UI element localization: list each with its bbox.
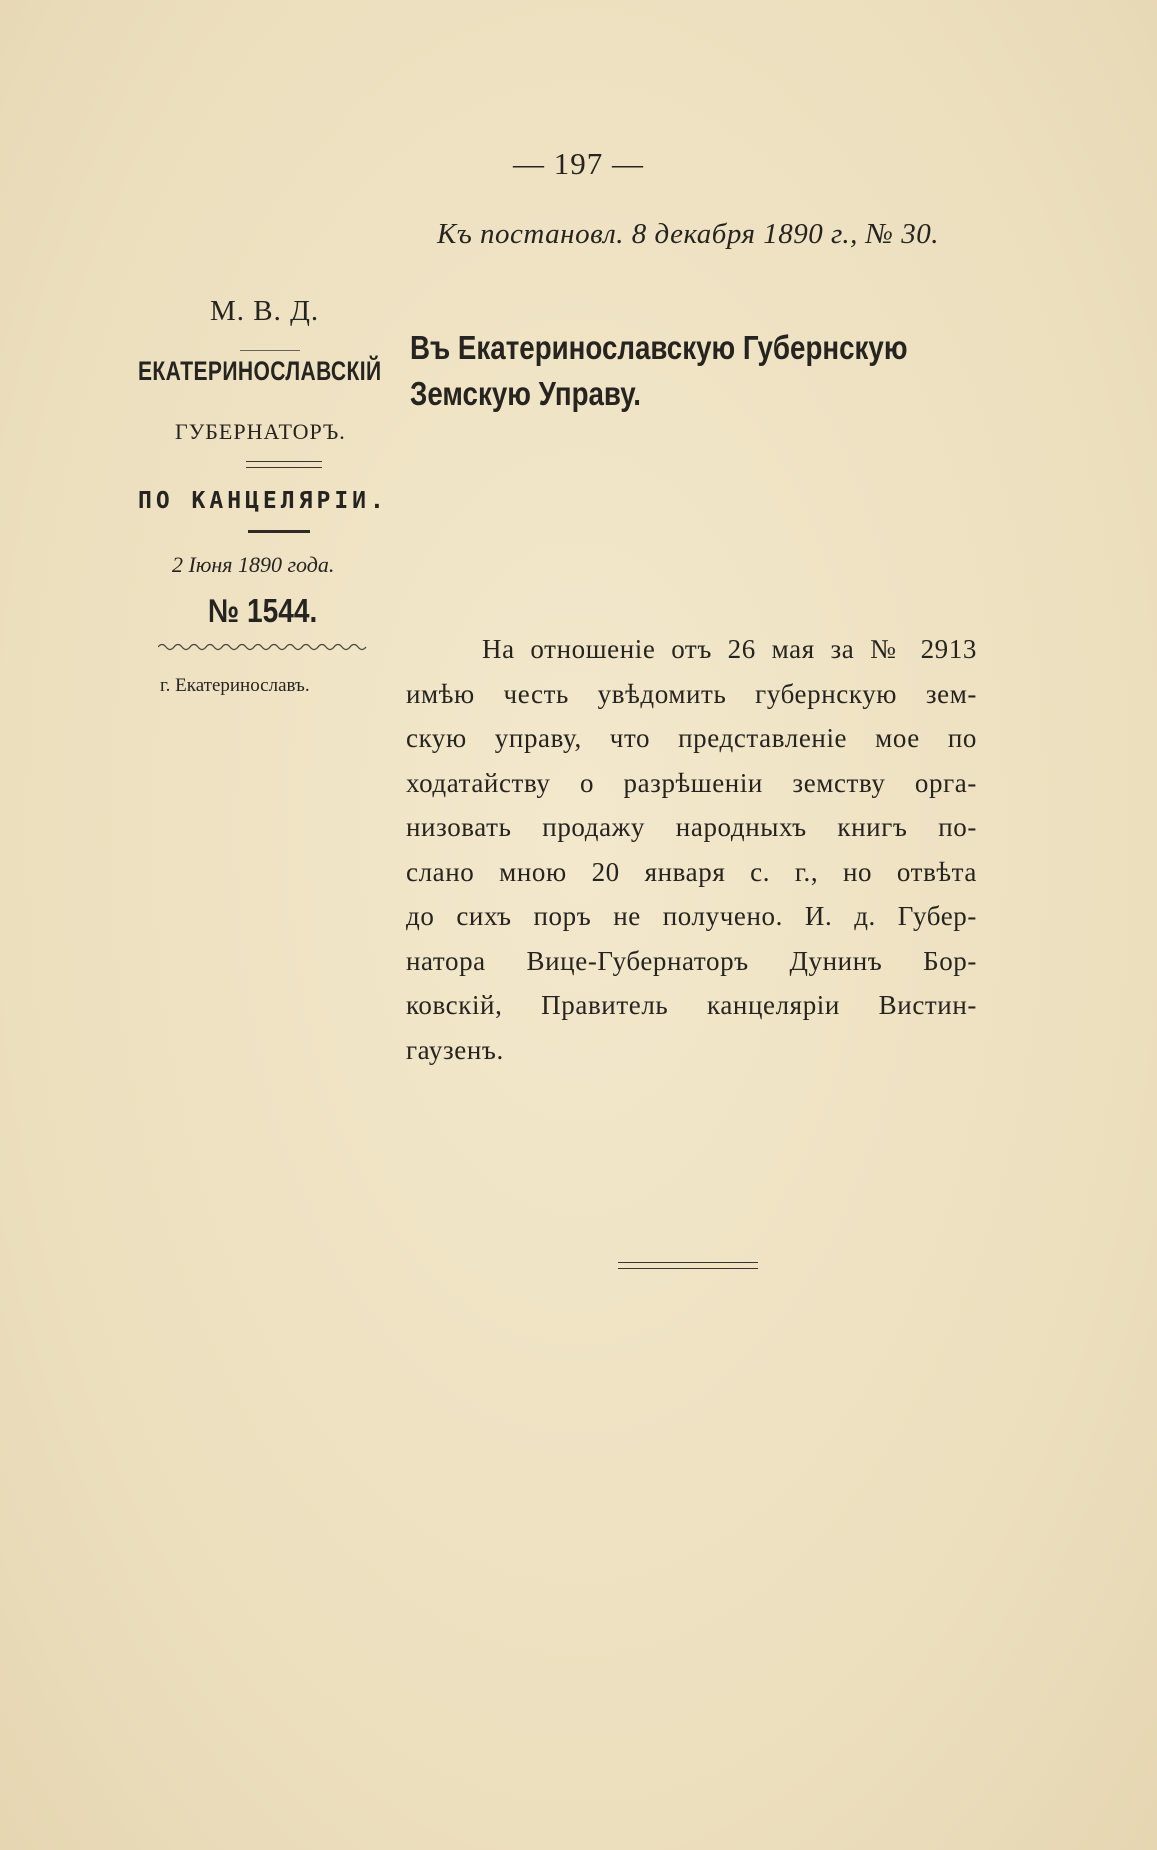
body-line: натора Вице-Губернаторъ Дунинъ Бор- bbox=[406, 945, 977, 976]
body-line: ходатайству о разрѣшеніи земству орга- bbox=[406, 767, 977, 798]
document-number: № 1544. bbox=[208, 592, 318, 629]
letter-body bbox=[406, 627, 977, 1072]
body-line: ковскій, Правитель канцеляріи Вистин- bbox=[406, 990, 977, 1020]
document-date: 2 Іюня 1890 года. bbox=[172, 552, 335, 577]
divider bbox=[240, 350, 300, 351]
resolution-reference: Къ постановл. 8 декабря 1890 г., № 30. bbox=[436, 218, 939, 250]
governor-subtitle: ГУБЕРНАТОРЪ. bbox=[175, 419, 346, 444]
body-line: имѣю честь увѣдомить губернскую зем- bbox=[406, 678, 977, 709]
body-line: низовать продажу народныхъ книгъ по- bbox=[406, 812, 977, 842]
page-number: — 197 — bbox=[513, 146, 644, 181]
body-line: до сихъ поръ не получено. И. д. Губер- bbox=[406, 901, 977, 931]
address-line-1: Въ Екатеринославскую Губернскую bbox=[410, 329, 908, 366]
office-label: ПО КАНЦЕЛЯРІИ. bbox=[138, 488, 388, 514]
divider bbox=[248, 530, 310, 533]
double-divider bbox=[246, 461, 322, 468]
end-double-rule bbox=[618, 1262, 758, 1269]
body-line: слано мною 20 января с. г., но отвѣта bbox=[406, 856, 977, 887]
body-line: гаузенъ. bbox=[406, 1034, 504, 1065]
body-line: скую управу, что представленіе мое по bbox=[406, 723, 977, 753]
wavy-divider bbox=[158, 641, 370, 653]
address-line-2: Земскую Управу. bbox=[410, 375, 641, 412]
place-name: г. Екатеринославъ. bbox=[160, 675, 310, 696]
governor-title: ЕКАТЕРИНОСЛАВСКІЙ bbox=[138, 356, 382, 386]
ministry-abbrev: М. В. Д. bbox=[210, 295, 320, 327]
body-line: На отношеніе отъ 26 мая за № 2913 bbox=[482, 634, 977, 664]
